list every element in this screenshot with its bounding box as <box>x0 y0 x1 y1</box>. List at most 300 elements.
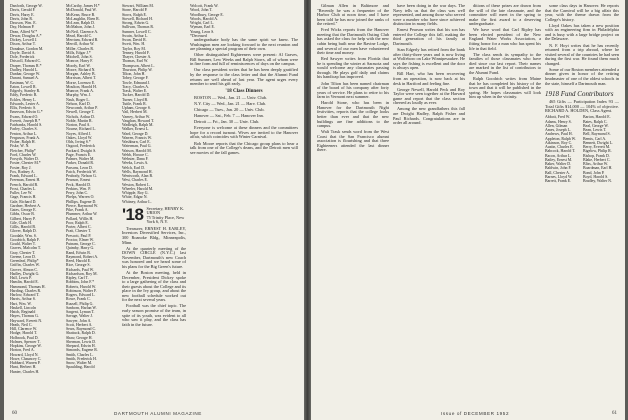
roster-name: Richardson, Roy M. <box>66 271 98 276</box>
roster-name: Morrison, Albert T. <box>66 76 97 81</box>
roster-name: Bemis, Carl A. <box>583 136 607 141</box>
roster-name: Proctor, Elmer W. <box>66 237 94 242</box>
roster-name: Haskell, Lincoln <box>10 305 36 310</box>
roster-name: Shepard, Edwin H. <box>66 344 96 348</box>
roster-name: Trask, Walter E. <box>122 89 148 93</box>
roster-name: Walker, Ernest L. <box>122 127 150 132</box>
roster-name: Graves, Malcolm T. <box>10 246 41 251</box>
paragraph: Other distinguished Eighteeners were present: Al Graves, Bill Sumner, Lew Weeks and Ralph Storrs, all of whom were in fine form and full of reminiscences of days on the campus. <box>190 52 298 67</box>
roster-name: Hopkins, George W. <box>10 344 42 348</box>
roster-name: Bacon, Arthur L. <box>545 153 572 158</box>
roster-name: Ripley, Carl T. <box>66 276 89 280</box>
roster-name: Phillips, Eugene D. <box>66 199 97 204</box>
paragraph: Stan Edgerly has retired from the bank after thirty-three years and is now living at Wolfeboro on Lake Winnipesaukee. He says the fishing is excellent and the door is always open. <box>393 47 465 71</box>
roster-name: Weeks, Lewis A. <box>122 161 149 166</box>
roster-name: Hunt, Herbert H. <box>10 365 37 370</box>
dinners-heading: '18 Class Dinners <box>225 88 263 94</box>
roster-name: Dean, Alfred W.* <box>10 29 38 34</box>
roster-name: Peck, Harold D. <box>66 182 92 187</box>
roster-name: Porter, Albert C. <box>66 225 92 229</box>
dinners-text <box>190 96 298 156</box>
roster-name: Pratt, Chester T. <box>66 229 92 234</box>
roster-name: Wolcott, Frank W. <box>190 4 219 8</box>
roster-name: Ball, Chester A. <box>545 170 570 175</box>
roster-name: Fuller, Lee W. <box>10 191 33 195</box>
class-notes-column-4 <box>190 4 298 408</box>
roster-name: Moore, Richard N. <box>66 67 96 72</box>
roster-name: Spaulding, Harold <box>66 365 95 370</box>
roster-name: Nourse, Richard L. <box>66 127 96 132</box>
roster-name: Ellis, Frederic S. <box>10 106 37 110</box>
roster-name: Norton, Paul A. <box>66 123 91 127</box>
roster-name: Merrill, Arthur W. <box>66 42 95 47</box>
roster-name: Thomas, Earl W. <box>122 59 149 64</box>
roster-name: Parsons, Leon D. <box>66 165 93 170</box>
paragraph: Among the new grandfathers this fall are Dwight Hadley, Ralph Fisher and Paul Richards. Congratulations are in order all around. <box>393 106 465 126</box>
roster-name: Gage, Francis H. <box>10 195 37 200</box>
roster-name: Wyman, Earl E. <box>190 25 215 30</box>
treasurer-text: Treasurer, ERNEST H. EARLEY, Investors Diversified Services, Inc., 300 Roanoke Bldg., Minneapolis, Minn. <box>122 225 186 245</box>
class-notes-column-4 <box>545 4 619 408</box>
roster-name: Gillis, Harold B. <box>10 225 36 229</box>
roster-name: Richards, Paul W. <box>66 267 94 272</box>
roster-name: Palmer, Walter M. <box>66 157 95 161</box>
roster-name: Sullivan, Thomas R. <box>122 25 154 30</box>
roster-name: Driscoll, Edward C. <box>10 59 42 64</box>
roster-name: Robinson, Walter F. <box>66 288 97 293</box>
paragraph: The class sends its sympathy to the families of those classmates who have died since our last report. Their names are marked in the list of contributors to the Alumni Fund. <box>469 51 541 75</box>
roster-name: Griffin, Charles W. <box>10 263 40 268</box>
paragraph: At the Boston meeting, held in December, President Dickey spoke to a large gathering of the class and their guests about the College and its place in the Ivy group, and about the new football schedule worked out for the next several years. <box>122 270 186 303</box>
roster-name: Frost, Charles L. <box>10 186 37 191</box>
paragraph: Some of our Boston members attended a dinner given in honor of the retiring headmaster of one of the oldest schools in the state, himself a Dartmouth man. <box>545 66 619 86</box>
roster-name: Miller, Charles R. <box>66 46 94 51</box>
roster-name: Merriam, Edward B. <box>66 38 99 42</box>
roster-name: Morgan, Ashley B. <box>66 72 96 76</box>
roster-name: Barrett, Frank E. <box>545 179 572 184</box>
roster-name: Savage, Walter J. <box>66 314 93 319</box>
roster-name: Putnam, George C. <box>66 242 96 246</box>
roster-name: Rice, George S. <box>66 263 91 268</box>
roster-name: Waterman, Paul G. <box>122 144 152 149</box>
roster-name: Freeman, Ernest H. <box>10 178 41 183</box>
roster-name: Howard, Lloyd N. <box>10 352 39 357</box>
roster-name: Smith, Frederick H. <box>66 356 97 361</box>
roster-name: Vaughan, Howard T. <box>122 118 155 123</box>
roster-name: Dawson, Wm. E. <box>10 21 37 25</box>
paragraph: Lloyd Oakes has taken a new position with an engineering firm in Philadelphia and is busy with a large bridge project on the Delaware. <box>545 22 619 42</box>
roster-name: Prescott, Paul P. <box>66 233 92 238</box>
roster-name: Hill, Clarence W. <box>10 327 38 331</box>
roster-name: Doyle, David A. <box>10 50 36 55</box>
roster-name: Bates, Ralph C. <box>583 119 608 124</box>
roster-name: Gould, Walter T. <box>10 242 36 246</box>
roster-name: Noyes, Alfred J. <box>66 131 92 136</box>
roster-name: Newcomb, Arthur P. <box>66 106 98 110</box>
roster-name: Packard, Dwight S. <box>66 148 97 153</box>
roster-name: Robbins, John F.* <box>66 280 95 285</box>
roster-name: Donahue, Gordon M. <box>10 46 44 51</box>
roster-name: Appleton, Ralph W. <box>545 136 576 141</box>
roster-name: Murphy, Wm. J. <box>66 93 92 98</box>
roster-name: Nelson, Karl D. <box>66 101 91 106</box>
roster-name: Evans, Edward O. <box>10 114 39 119</box>
roster-name: Ford, Charles W. <box>10 152 37 157</box>
roster-name: Bradley, Walter N. <box>583 179 612 184</box>
roster-name: Sawyer, John A. <box>66 318 92 323</box>
roster-name: Frank, Edward L. <box>10 174 38 178</box>
roster-name: Thayer, Chester A. <box>122 55 152 59</box>
roster-name: Hayes, Thomas G. <box>10 314 39 319</box>
roster-name: Glover, Ralph D. <box>10 229 37 234</box>
paragraph: John Tilton has been named chairman of the board of his company after forty years of service. He plans to retire to his farm in Vermont next summer. <box>317 80 389 100</box>
roster-name: Morse, Lorenzo E. <box>66 80 96 85</box>
roster-name: Osgood, Frederick <box>66 144 95 149</box>
roster-name: Foster, Roy J. <box>10 165 32 170</box>
roster-name: Olds, Irving S.* <box>66 140 91 144</box>
roster-name: Andrews, Paul H. <box>545 132 573 137</box>
roster-name: Sumner, Lowell C. <box>122 29 152 34</box>
roster-name: Howe, Chauncey C. <box>10 356 42 361</box>
roster-name: Hatch, Reginald <box>10 310 36 314</box>
roster-name: Atkinson, Roy C. <box>545 140 573 145</box>
roster-name: Whipple, Roy G. <box>122 191 149 195</box>
roster-name: Munroe, Frank A. <box>66 89 94 93</box>
left-page <box>4 0 304 420</box>
roster-name: Wadleigh, Ralph M. <box>122 123 154 127</box>
roster-name: Nash, Roger L. <box>66 97 90 102</box>
roster-name: Greene, Leon D. <box>10 254 36 259</box>
roster-name: Bean, Lewis T. <box>583 128 607 133</box>
roster-name: Poor, Ralph E. <box>66 220 89 225</box>
paragraph: Bill Hart, who has been recovering from an operation, is now back at his desk in Hartford and feeling fine. <box>393 71 465 86</box>
roster-name: McCarthy, James H.* <box>66 4 100 8</box>
roster-name: Hayward, Everett N. <box>10 318 43 323</box>
roster-name: Wright, Carl L. <box>190 21 214 25</box>
roster-name: Moulton, Harold H. <box>66 84 97 89</box>
roster-name: Wentworth, Alan B. <box>122 174 154 178</box>
roster-name: Fairbanks, Harold S. <box>10 123 43 127</box>
paragraph: Fred Wicks reports from the Hanover meeting that the Dartmouth Outing Club has asked the class for help with the new cabin being built near the Ravine Lodge, and several of our men have volunteered their time and money. <box>317 27 389 56</box>
class-notes-text <box>545 4 619 86</box>
roster-name: Oakes, Lloyd W. <box>66 135 93 140</box>
roster-name: Ward, George D. <box>122 131 149 136</box>
roster-name: Dole, Frederick <box>10 55 35 59</box>
roster-name: Gardner, Herbert A. <box>10 203 41 208</box>
roster-name: McMahon, John J. <box>66 25 95 30</box>
roster-name: Vail, Herbert M. <box>122 110 148 115</box>
roster-name: Peabody, Nelson G. <box>66 174 97 178</box>
roster-name: Perkins, Wm. P. <box>66 186 91 191</box>
roster-name: Barnes, Lloyd W. <box>545 174 573 179</box>
class-roster-column-2 <box>66 4 118 404</box>
roster-name: Wood, John T. <box>190 8 213 13</box>
roster-name: Welch, Earl D. <box>122 165 146 170</box>
roster-name: Harris, Arthur S. <box>10 297 36 302</box>
class-notes-column-2 <box>393 4 465 408</box>
roster-name: Wells, Raymond H. <box>122 169 153 174</box>
class-notes-text <box>122 247 186 327</box>
roster-name: McLean, Ralph D. <box>66 21 95 25</box>
roster-name: Roberts, Harold W. <box>66 284 97 289</box>
roster-name: Shaw, George H. <box>66 335 93 340</box>
paragraph: undergraduate body has the same spirit we knew. The Washington men are looking forward to the next reunion and are planning a special program of their own. <box>190 37 298 52</box>
roster-name: Grover, Almon C. <box>10 267 38 272</box>
paragraph: N.Y. City — Wed., Jan. 21 — Harv. Club. <box>194 100 267 106</box>
roster-name: Allen, Gilman <box>545 123 568 128</box>
roster-name: Pearson, Ernest <box>66 178 91 183</box>
roster-name: Shattuck, Ralph D. <box>66 331 96 336</box>
roster-name: Bishop, Frank D. <box>583 153 610 158</box>
roster-name: Fletcher, Philip* <box>10 148 36 153</box>
roster-name: Bennett, Dwight L. <box>583 140 614 145</box>
roster-name: Turner, Lloyd B. <box>122 97 149 102</box>
roster-name: Strong, Edwin G. <box>122 21 150 25</box>
roster-name: Greenleaf, Philip* <box>10 259 39 263</box>
paragraph: Our class president writes that he has been deeply gratified by the response to the class letter and that the Alumni Fund returns are well ahead of last year. The agent urges every member to send his gift early. <box>190 67 298 87</box>
roster-name: Baldwin, John F. <box>545 166 572 171</box>
roster-name: Snow, Walter M. <box>66 361 93 365</box>
roster-name: Newell, George T. <box>66 110 95 115</box>
roster-name: Sears, Raymond C. <box>66 327 97 331</box>
roster-name: Hammond, Thomas H. <box>10 284 46 289</box>
roster-name: Danforth, George W. <box>10 4 43 8</box>
roster-name: Woodbury, George E. <box>190 12 224 17</box>
fund-contributors-heading: 1918 Fund Contributors <box>545 90 614 99</box>
roster-name: Day, Holman P. <box>10 25 35 30</box>
roster-name: Tilton, John H. <box>122 72 146 76</box>
paragraph: We have word that Carl Ripley has been elected president of the New England Water Works Association, a fitting honor for a man who has spent his life in that field. <box>469 27 541 51</box>
roster-name: Scott, Herbert A. <box>66 322 93 327</box>
roster-name: Edwards, Lester A. <box>10 101 40 106</box>
roster-name: Rand, Edwin B. <box>66 250 91 255</box>
roster-name: Ferguson, Frank A. <box>10 135 40 140</box>
roster-name: Fiske, W. N. <box>10 144 30 149</box>
issue-date-footer: Issue of DECEMBER 1952 <box>441 411 510 416</box>
roster-name: Warren, Francis W. <box>122 135 152 140</box>
roster-name: Bond, John P. <box>583 170 605 175</box>
paragraph: BOSTON — Wed., Jan. 21 — Univ. Club. <box>194 94 267 100</box>
roster-name: Forsyth, Walter D. <box>10 157 39 161</box>
roster-name: Raymond, Robert A. <box>66 254 99 259</box>
paragraph: Ralph Goodrich writes from Maine that he has completed his history of the town and that it will be published in the spring. He hopes classmates will look him up when in the vicinity. <box>469 75 541 100</box>
paragraph: N. F. Hoyt writes that he has recently returned from a trip abroad, where he visited several of the countries he had seen during the first war. He found them much changed. <box>545 42 619 66</box>
roster-name: Eddy, Frederic R. <box>10 93 38 98</box>
paragraph: Chicago — Tues., Jan. 20 — Univ. Club. <box>194 106 265 112</box>
roster-name: White, Edgar N. <box>122 195 148 200</box>
roster-name: French, Harold B. <box>10 182 39 187</box>
roster-name: Hamlin, Harold E. <box>10 280 39 285</box>
roster-name: Wheeler, Harold M. <box>122 186 154 191</box>
roster-name: Pierce, Raymond W. <box>66 203 98 208</box>
class-secretary <box>146 207 186 225</box>
roster-name: Hart, Wm. W. <box>10 301 32 306</box>
roster-name: Edgerly, Stanley R. <box>10 89 41 93</box>
roster-name: Thurston, Philip W. <box>122 67 153 72</box>
class-roster-column-3 <box>122 4 186 408</box>
paragraph: Gilman Allen in Baltimore and "Recently he was a frequenter of the Harbor Club at noon time, and I have been told he has now joined the ranks of the retired." <box>317 4 389 27</box>
roster-name: Everett, Joseph B.* <box>10 118 41 123</box>
roster-name: Bailey, Ernest M. <box>545 157 573 162</box>
secretary-name: Secretary, HENRY K. URION <box>146 205 185 216</box>
roster-name: Thompson, Albert L. <box>122 63 155 68</box>
paragraph: Bob Moore reports that the Chicago group plans to hear a talk from one of the College's deans, and the Detroit men will see movies of the fall games. <box>190 140 298 155</box>
roster-name: Blake, Herbert C. <box>583 157 611 162</box>
spread-gutter <box>304 0 311 420</box>
roster-name: Mills, Edgar J.* <box>66 50 91 55</box>
roster-name: Dudley, Harold L. <box>10 67 39 72</box>
roster-name: Sargent, Lyman T. <box>66 310 95 314</box>
roster-name: Dixon, Arthur T. <box>10 42 36 47</box>
roster-name: Taylor, Roy M. <box>122 46 146 51</box>
roster-name: Smith, Charles L. <box>66 352 94 357</box>
roster-name: Durant, Samuel A. <box>10 76 39 81</box>
roster-name: Barton, Harold E. <box>583 115 611 120</box>
roster-name: Quimby, Harry G. <box>66 246 95 251</box>
roster-name: Swain, Arthur L. <box>122 33 149 38</box>
roster-name: Babcock, Harold T. <box>545 149 576 154</box>
roster-name: Gale, Richard D. <box>10 199 37 204</box>
paragraph: Detroit — Fri., Jan. 30 — Univ. Club. <box>194 119 260 125</box>
roster-name: Whitney, Arthur L. <box>122 199 152 204</box>
roster-name: Abbott, Fred W. <box>545 115 571 120</box>
fund-summary-text: 465 Gifts — Participation Index 93 — Total Gifts $14,000 — 104% of objective. RICHARD A. HOLDEN, Class Agent. <box>545 99 619 114</box>
page-number: 61 <box>612 411 617 416</box>
roster-name: Hall, Lewis P. <box>10 276 32 280</box>
roster-name: Tucker, Harold D. <box>122 93 151 98</box>
class-year-header <box>122 204 186 225</box>
roster-name: Eckles, Henry L. <box>10 97 37 102</box>
paragraph: have been doing in the war days. The Navy tells us that the class was well represented, and among those who served were a number who have since achieved distinction in many fields. <box>393 4 465 27</box>
roster-name: Dunbar, George W. <box>10 72 41 76</box>
roster-name: Foster, Chester M.* <box>10 161 41 166</box>
paragraph: ditions of these prizes are drawn from the will of the late classmate, and the committee will meet in the spring to make the first award to a deserving undergraduate. <box>469 4 541 27</box>
class-roster-column-1 <box>10 4 62 404</box>
roster-name: Goodrich, Ralph F. <box>10 237 40 242</box>
roster-name: Watson, Harold M. <box>122 148 152 153</box>
roster-name: Heath, Neil C. <box>10 322 33 327</box>
secretary-address: 75 Trinity Place, New York 6, N.Y. <box>146 214 185 225</box>
roster-name: Rowe, Frank C. <box>66 297 91 302</box>
roster-name: Davis, Harry E. <box>10 12 35 17</box>
roster-name: Tracy, Charles A. <box>122 84 150 89</box>
class-notes-text <box>190 38 298 87</box>
roster-name: Holmes, Spencer T. <box>10 339 41 344</box>
roster-name: Eaton, Lowell R. <box>10 84 37 89</box>
roster-name: Reed, Harold E. <box>66 259 92 263</box>
roster-name: Tobey, George F. <box>122 76 149 81</box>
roster-name: Tuttle, Frank R. <box>122 101 147 106</box>
roster-name: Stone, Harold P. <box>122 8 148 13</box>
roster-name: Rogers, Edward L. <box>66 293 96 297</box>
paragraph: Hanover — Sat., Feb. 7 — Hanover Inn. <box>194 113 264 119</box>
roster-name: Hunter, Charles H. <box>10 369 40 374</box>
contributors-list <box>545 115 619 183</box>
roster-name: Pollard, Willis H. <box>66 216 94 221</box>
roster-name: Emerson, Edwin G.* <box>10 110 43 115</box>
roster-name: Horton, Fred A. <box>10 348 35 353</box>
roster-name: Sanborn, Harlan W. <box>66 305 97 310</box>
roster-name: Weston, Robert L. <box>122 182 151 187</box>
fund-summary <box>545 100 619 114</box>
roster-name: Holbrook, Paul D. <box>10 335 39 340</box>
roster-name: Monroe, Harry F. <box>66 59 94 64</box>
roster-name: Noble, Martin R. <box>66 118 93 123</box>
roster-name: Hadley, Dwight G. <box>10 271 40 276</box>
roster-name: Parker, Donald R. <box>66 161 94 166</box>
roster-name: McNeil, Clarence A. <box>66 29 99 34</box>
roster-name: Fisher, Ralph H. <box>10 140 36 144</box>
roster-name: McKean, Bruce B. <box>66 12 96 17</box>
roster-name: McDonald, Paul W. <box>66 8 97 13</box>
roster-name: Mitchell, John S. <box>66 55 93 59</box>
roster-name: Stowell, Richard H. <box>122 16 153 21</box>
roster-name: Eastman, W. C. <box>10 80 35 85</box>
roster-name: Washburn, Carl E. <box>122 140 151 144</box>
roster-name: Davis, Gerald F. <box>10 8 36 13</box>
contributors-column-b <box>583 115 618 183</box>
roster-name: Bell, Raymond S. <box>583 132 611 137</box>
roster-name: Upham, George S. <box>122 106 151 110</box>
roster-name: Gilbert, Harry P. <box>10 216 36 221</box>
roster-name: Draper, Thomas R.* <box>10 63 42 68</box>
roster-name: Stewart, William M. <box>122 4 154 8</box>
roster-name: Phelps, Warren O. <box>66 195 95 200</box>
roster-name: Harlow, Edward T. <box>10 293 40 297</box>
roster-name: Perry, John C. <box>66 191 89 195</box>
roster-name: Fox, Rodney A. <box>10 169 35 174</box>
roster-name: Gile, Clark H. <box>10 220 33 225</box>
roster-name: Hubbard, Warren P. <box>10 361 41 365</box>
roster-name: Berry, Everett M. <box>583 145 611 150</box>
treasurer-line <box>122 227 186 245</box>
roster-tail-names <box>190 4 298 34</box>
paragraph: George Newell, Harold Peck and Roy Taylor were seen together at the Harvard game and report that the class section cheered as loudly as ever. <box>393 86 465 106</box>
roster-name: Dickey, Lowell J. <box>10 38 38 42</box>
roster-name: Adams, Henry S. <box>545 119 572 124</box>
class-notes-column-1 <box>317 4 389 408</box>
roster-name: Mead, Harold C. <box>66 33 93 38</box>
roster-name: Young, Leon S. <box>190 29 215 34</box>
roster-name: Harding, Charles R. <box>10 288 42 293</box>
roster-name: Baker, Walter D. <box>545 162 572 167</box>
roster-name: Russell, Philip G. <box>66 301 94 306</box>
roster-name: Boardman, Earl H. <box>583 166 613 171</box>
roster-name: Goodale, Wm. S. <box>10 233 37 238</box>
paragraph: Red Sawyer writes from Florida that he is spending the winter at Sarasota and would welcome any classmates passing through. He plays golf daily and claims his handicap has improved. <box>317 56 389 80</box>
contributors-column-a <box>545 115 580 183</box>
roster-name: Sherman, Lewis D. <box>66 339 97 344</box>
roster-name: Pike, Frank A. <box>66 208 89 212</box>
paragraph: Harold Stone, who has been in Hanover for the Dartmouth Night festivities, reports that the college looks better than ever and that the new buildings are fine additions to the campus. <box>317 100 389 129</box>
roster-name: Plummer, Arthur W. <box>66 212 98 217</box>
roster-name: Simonds, Eugene R. <box>66 348 98 353</box>
roster-name: Towle, Edmund J. <box>122 80 151 85</box>
magazine-title-footer: DARTMOUTH ALUMNI MAGAZINE <box>114 411 202 416</box>
roster-name: Patch, Frederick W. <box>66 169 97 174</box>
roster-name: Page, Francis E. <box>66 152 92 157</box>
roster-name: Bliss, Arthur W. <box>583 162 609 167</box>
roster-name: Fenton, Arthur L. <box>10 131 38 136</box>
roster-name: Swett, Wm. H. <box>122 42 146 47</box>
roster-name: Varney, Arthur W. <box>122 114 151 119</box>
roster-name: Davis, John R. <box>10 16 33 21</box>
roster-name: McLaughlin, Eben R. <box>66 16 100 21</box>
roster-name: Austin, Charles E. <box>545 145 574 150</box>
page-number: 60 <box>12 411 17 416</box>
paragraph: some class days in Hanover. He reports that the Carnival will be a big affair this year, with the theme drawn from the College's history. <box>545 4 619 22</box>
roster-name: Webb, Horace C. <box>122 152 149 157</box>
